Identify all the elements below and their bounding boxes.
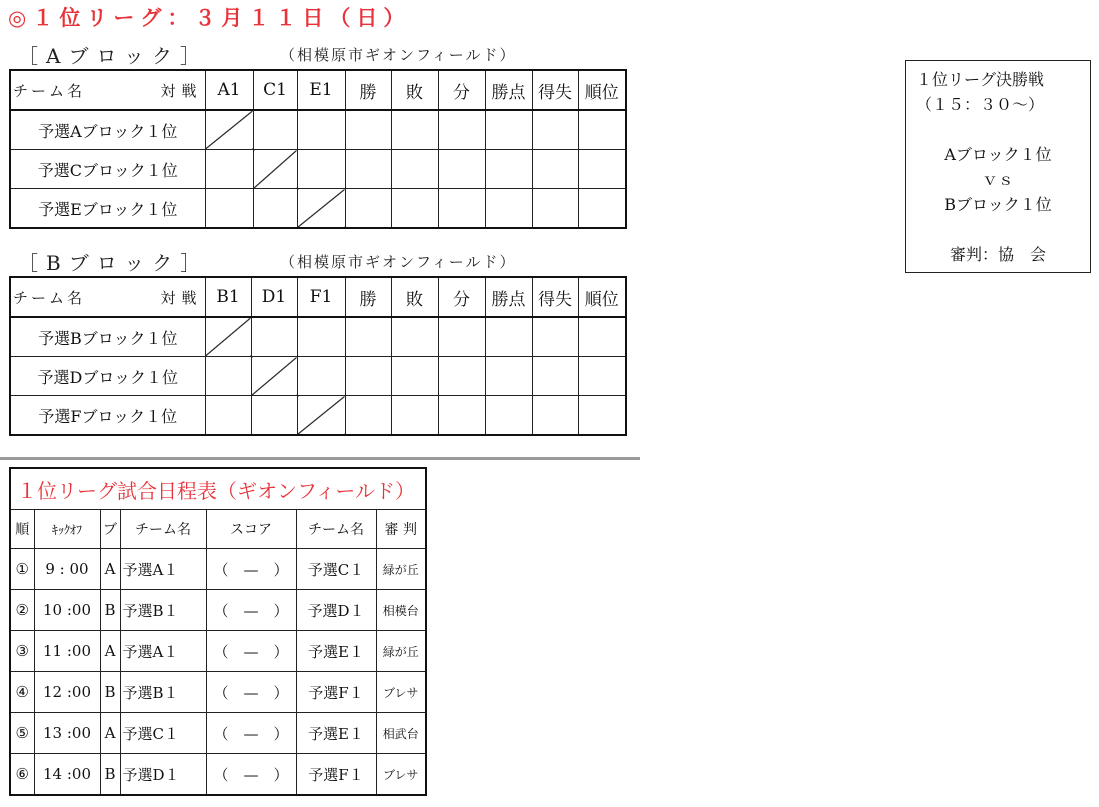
result-cell[interactable] [297,150,345,189]
result-cell[interactable] [578,110,626,150]
col-header: F1 [297,277,345,317]
table-row [10,549,426,590]
team2: 予選D１ [296,590,376,631]
kickoff-time: 11 :00 [34,631,100,672]
self-match-cell [251,357,297,396]
table-row [10,110,626,150]
table-row [10,713,426,754]
final-team1: Aブロック１位 [944,145,1052,164]
result-cell[interactable] [438,357,485,396]
result-cell[interactable] [485,150,532,189]
block-a-table [9,69,627,229]
result-cell[interactable] [391,317,438,357]
result-cell[interactable] [297,317,345,357]
result-cell[interactable] [253,110,297,150]
table-row [10,631,426,672]
block-b-name: ［Bブロック］ [18,251,209,275]
team1: 予選C１ [120,713,206,754]
final-title: １位リーグ決勝戦 [916,70,1045,89]
referee-header: 審 判 [376,510,426,549]
score-header: スコア [206,510,296,549]
team-header: チーム名 [13,288,86,307]
result-cell[interactable] [438,396,485,436]
kickoff-time: 9 : 00 [34,549,100,590]
kickoff-time: 12 :00 [34,672,100,713]
col-header: 分 [438,277,485,317]
result-cell[interactable] [205,396,251,436]
referee: 緑が丘 [376,631,426,672]
result-cell[interactable] [391,150,438,189]
kickoff-time: 13 :00 [34,713,100,754]
result-cell[interactable] [578,357,626,396]
referee: 相模台 [376,590,426,631]
referee: 相武台 [376,713,426,754]
match-number: ① [10,549,34,590]
team-vs-header [10,277,205,317]
section-divider [0,457,640,460]
col-header: 勝点 [485,277,532,317]
result-cell[interactable] [485,317,532,357]
team2: 予選F１ [296,672,376,713]
block-b-table [9,276,627,436]
result-cell[interactable] [578,189,626,229]
result-cell[interactable] [578,317,626,357]
team-name: 予選Bブロック１位 [10,317,205,357]
match-number: ② [10,590,34,631]
match-number: ④ [10,672,34,713]
col-header: 順位 [578,70,626,110]
self-match-cell [205,317,251,357]
schedule-table [9,467,427,796]
result-cell[interactable] [532,110,578,150]
result-cell[interactable] [532,396,578,436]
block-a-heading [18,40,517,69]
team1: 予選A１ [120,631,206,672]
result-cell[interactable] [532,189,578,229]
team1: 予選B１ [120,672,206,713]
self-match-cell [253,150,297,189]
score[interactable]: （ — ） [206,590,296,631]
vs-header: 対戦 [160,81,203,100]
result-cell[interactable] [345,396,391,436]
schedule-header-row [10,510,426,549]
col-header: 分 [438,70,485,110]
block-b-venue: （相模原市ギオンフィールド） [280,253,517,271]
match-number: ⑤ [10,713,34,754]
result-cell[interactable] [438,189,485,229]
team2-header: チーム名 [296,510,376,549]
team-name: 予選Dブロック１位 [10,357,205,396]
score[interactable]: （ — ） [206,713,296,754]
col-header: B1 [205,277,251,317]
table-row [10,672,426,713]
team-name: 予選Eブロック１位 [10,189,205,229]
col-header: E1 [297,70,345,110]
result-cell[interactable] [391,396,438,436]
result-cell[interactable] [253,189,297,229]
result-cell[interactable] [345,150,391,189]
result-cell[interactable] [485,357,532,396]
block-a-name: ［Aブロック］ [18,44,209,68]
table-row [10,754,426,796]
result-cell[interactable] [532,317,578,357]
match-block: A [100,631,120,672]
page-title: ◎１位リーグ：３月１１日（日） [8,5,411,30]
result-cell[interactable] [345,189,391,229]
team1: 予選A１ [120,549,206,590]
table-row [10,317,626,357]
team1: 予選B１ [120,590,206,631]
result-cell[interactable] [438,317,485,357]
final-team2: Bブロック１位 [944,195,1052,214]
team-name: 予選Cブロック１位 [10,150,205,189]
result-cell[interactable] [438,110,485,150]
team2: 予選C１ [296,549,376,590]
order-header: 順 [10,510,34,549]
score[interactable]: （ — ） [206,631,296,672]
table-row [10,396,626,436]
score[interactable]: （ — ） [206,549,296,590]
result-cell[interactable] [485,110,532,150]
self-match-cell [297,189,345,229]
vs-header: 対戦 [160,288,203,307]
score[interactable]: （ — ） [206,672,296,713]
result-cell[interactable] [438,150,485,189]
match-block: A [100,713,120,754]
block-b-heading [18,247,517,276]
kickoff-header: ｷｯｸｵﾌ [34,510,100,549]
team1-header: チーム名 [120,510,206,549]
result-cell[interactable] [205,357,251,396]
block-a-venue: （相模原市ギオンフィールド） [280,46,517,64]
schedule-title: １位リーグ試合日程表（ギオンフィールド） [10,468,426,510]
team-vs-header [10,70,205,110]
final-vs: ｖｓ [981,170,1014,189]
col-header: 勝 [345,70,391,110]
table-header-row [10,277,626,317]
result-cell[interactable] [578,150,626,189]
col-header: D1 [251,277,297,317]
result-cell[interactable] [532,357,578,396]
col-header: 敗 [391,70,438,110]
match-block: B [100,754,120,796]
result-cell[interactable] [297,357,345,396]
team-name: 予選Aブロック１位 [10,110,205,150]
result-cell[interactable] [391,189,438,229]
match-number: ⑥ [10,754,34,796]
referee: 緑が丘 [376,549,426,590]
result-cell[interactable] [578,396,626,436]
col-header: 順位 [578,277,626,317]
table-row [10,357,626,396]
team2: 予選E１ [296,713,376,754]
team2: 予選E１ [296,631,376,672]
team-header: チーム名 [13,81,86,100]
col-header: 得失 [532,70,578,110]
table-row [10,150,626,189]
team-name: 予選Fブロック１位 [10,396,205,436]
kickoff-time: 10 :00 [34,590,100,631]
col-header: 得失 [532,277,578,317]
table-row [10,189,626,229]
col-header: C1 [253,70,297,110]
block-header: ブ [100,510,120,549]
result-cell[interactable] [205,150,253,189]
result-cell[interactable] [345,317,391,357]
result-cell[interactable] [251,317,297,357]
result-cell[interactable] [485,189,532,229]
match-block: B [100,672,120,713]
table-row [10,590,426,631]
final-time: （１５：３０〜） [916,95,1045,114]
result-cell[interactable] [251,396,297,436]
final-match-box [905,60,1091,273]
referee: ブレサ [376,672,426,713]
match-number: ③ [10,631,34,672]
col-header: 勝 [345,277,391,317]
table-header-row [10,70,626,110]
result-cell[interactable] [532,150,578,189]
match-block: B [100,590,120,631]
match-block: A [100,549,120,590]
referee: ブレサ [376,754,426,796]
team2: 予選F１ [296,754,376,796]
schedule-title-row [10,468,426,510]
result-cell[interactable] [391,110,438,150]
result-cell[interactable] [345,110,391,150]
result-cell[interactable] [297,110,345,150]
kickoff-time: 14 :00 [34,754,100,796]
self-match-cell [205,110,253,150]
result-cell[interactable] [391,357,438,396]
result-cell[interactable] [345,357,391,396]
col-header: 敗 [391,277,438,317]
result-cell[interactable] [205,189,253,229]
team1: 予選D１ [120,754,206,796]
final-referee: 審判：協 会 [949,245,1046,264]
result-cell[interactable] [485,396,532,436]
self-match-cell [297,396,345,436]
col-header: 勝点 [485,70,532,110]
col-header: A1 [205,70,253,110]
score[interactable]: （ — ） [206,754,296,796]
